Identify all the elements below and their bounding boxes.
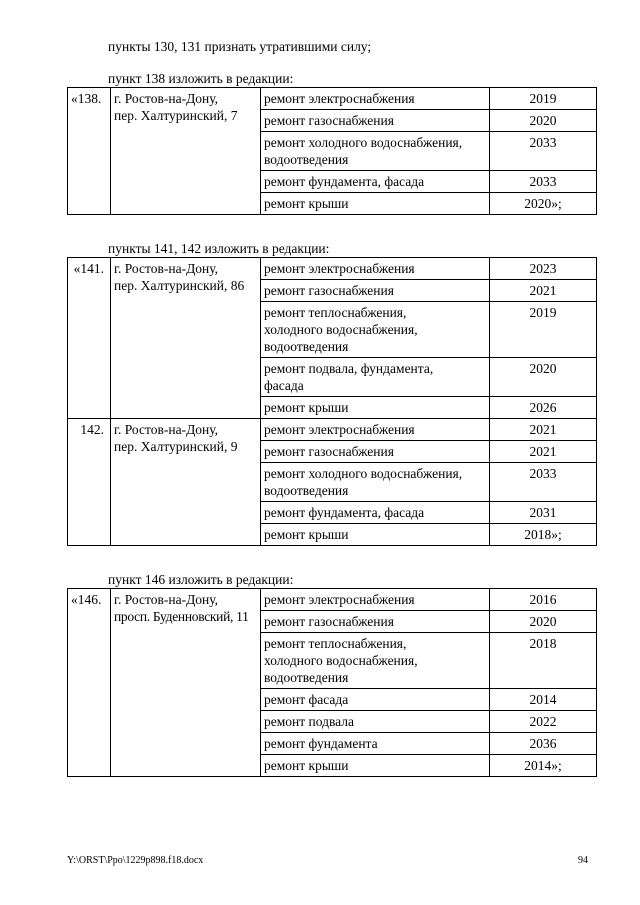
work-line: водоотведения: [264, 670, 349, 685]
work-cell: ремонт фундамента: [261, 733, 490, 755]
work-cell: ремонт крыши: [261, 755, 490, 777]
work-line: ремонт теплоснабжения,: [264, 305, 407, 320]
year-cell: 2031: [490, 502, 597, 524]
year-cell: 2033: [490, 132, 597, 171]
work-cell: ремонт фундамента, фасада: [261, 171, 490, 193]
work-cell: [261, 463, 490, 502]
section1-heading: пункт 138 изложить в редакции:: [108, 71, 294, 86]
address-line: г. Ростов-на-Дону,: [114, 422, 219, 437]
work-line: фасада: [264, 378, 304, 393]
work-line: ремонт подвала, фундамента,: [264, 361, 434, 376]
year-cell: 2023: [490, 258, 597, 280]
year-cell: 2033: [490, 463, 597, 502]
year-cell: 2020: [490, 110, 597, 132]
address-line: пер. Халтуринский, 86: [114, 278, 245, 293]
year-cell: 2026: [490, 397, 597, 419]
year-cell: 2022: [490, 711, 597, 733]
intro-paragraph: пункты 130, 131 признать утратившими силу;: [108, 39, 372, 54]
year-cell: 2014»;: [490, 755, 597, 777]
year-cell: 2019: [490, 88, 597, 110]
table-row: [68, 589, 597, 611]
work-cell: ремонт подвала: [261, 711, 490, 733]
address-line: пер. Халтуринский, 9: [114, 439, 238, 454]
year-cell: 2020»;: [490, 193, 597, 215]
work-cell: ремонт крыши: [261, 397, 490, 419]
work-line: ремонт холодного водоснабжения,: [264, 466, 463, 481]
work-line: холодного водоснабжения,: [264, 322, 418, 337]
address-line: просп. Буденновский, 11: [114, 609, 249, 624]
year-cell: 2018: [490, 633, 597, 689]
work-line: ремонт холодного водоснабжения,: [264, 135, 463, 150]
address-cell: [111, 258, 261, 419]
address-line: г. Ростов-на-Дону,: [114, 261, 219, 276]
year-cell: 2021: [490, 280, 597, 302]
year-cell: 2016: [490, 589, 597, 611]
work-cell: [261, 633, 490, 689]
year-cell: 2019: [490, 302, 597, 358]
year-cell: 2018»;: [490, 524, 597, 546]
work-line: водоотведения: [264, 339, 349, 354]
work-cell: ремонт электроснабжения: [261, 258, 490, 280]
section3-table: [67, 588, 597, 777]
section2-table: [67, 257, 597, 546]
address-line: г. Ростов-на-Дону,: [114, 592, 219, 607]
address-cell: [111, 419, 261, 546]
year-cell: 2020: [490, 358, 597, 397]
work-cell: ремонт газоснабжения: [261, 441, 490, 463]
year-cell: 2021: [490, 441, 597, 463]
year-cell: 2020: [490, 611, 597, 633]
address-line: пер. Халтуринский, 7: [114, 108, 238, 123]
work-line: холодного водоснабжения,: [264, 653, 418, 668]
work-line: водоотведения: [264, 483, 349, 498]
work-line: ремонт теплоснабжения,: [264, 636, 407, 651]
work-cell: ремонт фундамента, фасада: [261, 502, 490, 524]
year-cell: 2033: [490, 171, 597, 193]
work-cell: [261, 358, 490, 397]
work-cell: ремонт газоснабжения: [261, 280, 490, 302]
work-cell: ремонт крыши: [261, 524, 490, 546]
section2-heading: пункты 141, 142 изложить в редакции:: [108, 241, 330, 256]
item-number: «141.: [68, 258, 111, 419]
item-number: «138.: [68, 88, 111, 215]
work-cell: [261, 132, 490, 171]
work-cell: ремонт фасада: [261, 689, 490, 711]
work-cell: ремонт крыши: [261, 193, 490, 215]
address-cell: [111, 88, 261, 215]
year-cell: 2036: [490, 733, 597, 755]
footer-file-path: Y:\ORST\Ppo\1229p898.f18.docx: [67, 855, 204, 866]
table-row: [68, 258, 597, 280]
table-row: [68, 88, 597, 110]
page-number: 94: [578, 855, 588, 866]
work-cell: ремонт газоснабжения: [261, 611, 490, 633]
section1-table: [67, 87, 597, 215]
work-cell: [261, 302, 490, 358]
item-number: «146.: [68, 589, 111, 777]
year-cell: 2021: [490, 419, 597, 441]
work-cell: ремонт газоснабжения: [261, 110, 490, 132]
work-cell: ремонт электроснабжения: [261, 589, 490, 611]
item-number: 142.: [68, 419, 111, 546]
work-line: водоотведения: [264, 152, 349, 167]
work-cell: ремонт электроснабжения: [261, 88, 490, 110]
section3-heading: пункт 146 изложить в редакции:: [108, 572, 294, 587]
address-line: г. Ростов-на-Дону,: [114, 91, 219, 106]
address-cell: [111, 589, 261, 777]
work-cell: ремонт электроснабжения: [261, 419, 490, 441]
year-cell: 2014: [490, 689, 597, 711]
table-row: [68, 419, 597, 441]
